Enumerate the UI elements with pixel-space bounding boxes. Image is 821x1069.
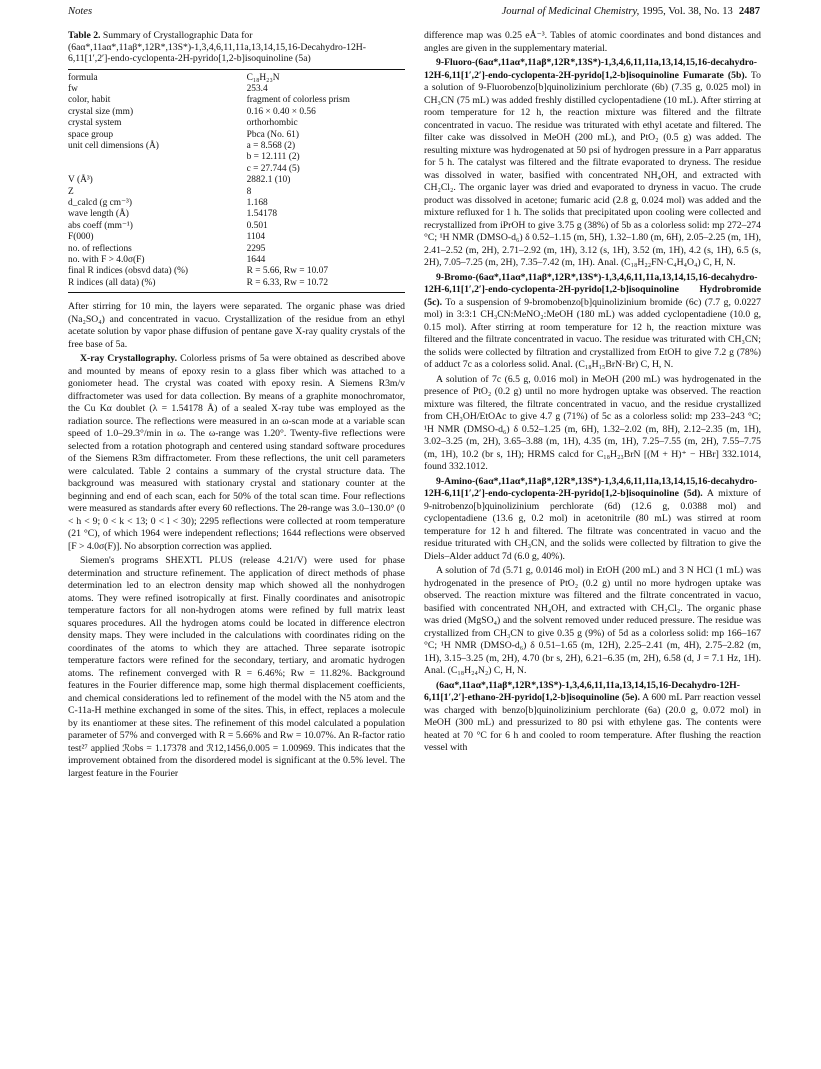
table-key: formula: [68, 72, 98, 83]
table-key: space group: [68, 129, 114, 140]
paragraph-text: To a solution of 9-Fluorobenzo[b]quinolizinium perchlorate (6b) (7.35 g, 0.025 mol) in CH₃CN (75 mL) was added freshly distilled cyclopentadiene (10 mL). After stirring at room temperature for 12 h, the reaction mixture was filtered and the filtrate concentrated in vacuo. The residue was triturated with ethyl acetate and filtered. The filter cake was dissolved in MeOH (200 mL), and PtO₂ (0.5 g) was added. The resulting mixture was hydrogenated at 50 psi of hydrogen pressure in a Parr apparatus for 5 h. The catalyst was filtered and the filtrate evaporated to dryness. The residue was dissolved in water, basified with concentrated NH₄OH, and extracted with CH₂Cl₂. The organic layer was dried and evaporated to dryness in vacuo. The crude product was dissolved in acetone; fumaric acid (2.8 g, 0.024 mol) was added and the mixture refluxed for 1 h. The solids that precipitated upon cooling were collected and recrystallized from iPrOH to give 3.75 g (38%) of 5b as a colorless solid: mp 272–274 °C; ¹H NMR (DMSO-d₆) δ 0.52–1.15 (m, 5H), 1.32–1.80 (m, 6H), 2.05–2.25 (m, 1H), 2.41–2.52 (m, 2H), 2.71–2.92 (m, 1H), 3.12 (s, 1H), 3.52 (m, 1H), 4.2 (s, 1H), 6.5 (s, 2H), 7.05–7.25 (m, 2H), 7.35–7.42 (m, 1H). Anal. (C₁₈H₂₂FN·C₄H₄O₄) C, H, N.: [424, 69, 761, 268]
table-row: [68, 232, 405, 243]
body-paragraph: [424, 272, 761, 372]
page-header: [68, 6, 760, 22]
table-value: 2295: [246, 243, 266, 254]
table-value: 1.168: [246, 197, 268, 208]
body-paragraph: [424, 57, 761, 270]
table-value: 0.501: [246, 220, 268, 231]
paragraph-text: difference map was 0.25 eÅ⁻³. Tables of atomic coordinates and bond distances and angles are given in the supplementary material.: [424, 30, 761, 54]
table-key: [68, 152, 247, 163]
paragraph-text: Siemen's programs SHEXTL PLUS (release 4.21/V) were used for phase determination and structure refinement. The application of direct methods of phase determination led to an electron density map which showed all the nonhydrogen atoms. They were refined isotropically at first. Finally coordinates and anisotropic temperature factors for all non-hydrogen atoms were refined by full matrix least squares procedures. All the hydrogen atoms could be located in difference electron density maps. They were included in the calculations with coordinates riding on the coordinates of the atoms to which they are attached. Three separate isotropic temperature factors were refined for the secondary, tertiary, and aromatic hydrogen atoms. The refinement converged with R = 6.46%; Rw = 11.82%. Background features in the Fourier difference map, some high thermal displacement coefficients, and chemical considerations led to refinement of the model with the N5 atom and the C-11a-H methine exchanged in some of the sites. This, in effect, replaces a molecule by its enantiomer at these sites. The refinement of this model calculated a population parameter of 57% and converged with R = 5.66% and Rw = 10.07%. An R-factor ratio test²⁷ applied ℛobs = 1.17378 and ℛ12,1456,0.005 = 1.00969. This indicates that the improvement obtained from the disordered model is significant at the 0.5% level. The largest feature in the Fourier: [68, 555, 405, 779]
table-value: c = 27.744 (5): [246, 163, 300, 174]
table-row: [68, 141, 405, 152]
table-value: a = 8.568 (2): [246, 140, 296, 151]
table-key: crystal system: [68, 118, 122, 129]
table-key: F(000): [68, 232, 94, 243]
table-value: 1.54178: [246, 209, 278, 220]
table-row: [68, 255, 405, 266]
table-key: abs coeff (mm⁻¹): [68, 220, 133, 231]
table-value: R = 5.66, Rw = 10.07: [246, 266, 329, 277]
journal-citation: [502, 6, 760, 17]
left-column: [68, 30, 405, 1060]
table-key: R indices (all data) (%): [68, 277, 156, 288]
section-label: Notes: [68, 6, 93, 17]
table-value: 1104: [246, 232, 266, 243]
table-caption: [68, 30, 405, 65]
paragraph-text: After stirring for 10 min, the layers were separated. The organic phase was dried (Na₂SO₄) and concentrated in vacuo. Crystallization of the residue from an ethyl acetate solution by vapor phase diffusion of pentane gave X-ray quality crystals of the free base of 5a.: [68, 301, 405, 350]
table-value: C₁₈H₂₃N: [246, 72, 280, 83]
table-row: [68, 69, 405, 84]
table-key: Z: [68, 186, 74, 197]
table-key: fw: [68, 83, 78, 94]
table-value: 1644: [246, 255, 266, 265]
body-paragraph: [68, 555, 405, 780]
table-key: V (Å³): [68, 175, 93, 186]
table-key: no. of reflections: [68, 243, 132, 254]
table-row: [68, 278, 405, 293]
journal-volume: 1995, Vol. 38, No. 13: [641, 6, 733, 17]
table-value: R = 6.33, Rw = 10.72: [246, 277, 329, 288]
table-row: [68, 84, 405, 95]
body-paragraph: [424, 30, 761, 55]
table-key: color, habit: [68, 95, 111, 106]
body-paragraph: [424, 374, 761, 474]
paragraph-text: A mixture of 9-nitrobenzo[b]quinolizinium perchlorate (6d) (12.6 g, 0.0388 mol) and cyclopentadiene (13.6 g, 0.2 mol) in acetonitrile (80 mL) was stirred at room temperature for 12 h and filtered. The filtrate was concentrated in vacuo and the residue triturated with CH₃CN, and the solids were collected by filtration to give the Diels–Alder adduct 7d (6.0 g, 40%).: [424, 488, 761, 562]
compound-heading: 9-Bromo-(6aα*,11aα*,11aβ*,12R*,13S*)-1,3,4,6,11,11a,13,14,15,16-decahydro-12H-6,11[1′,2′]-endo-cyclopenta-2H-pyrido[1,2-b]isoquinoline Hydrobromide (5c).: [424, 271, 761, 308]
table-value: b = 12.111 (2): [246, 152, 300, 163]
table-value: orthorhombic: [246, 118, 298, 129]
paragraph-text: To a suspension of 9-bromobenzo[b]quinolizinium bromide (6c) (7.7 g, 0.0227 mol) in 3:3:1 CH₃CN:MeNO₂:MeOH (180 mL) was added cyclopentadiene (10.0 g, 0.15 mol). After stirring at room temperature for 12 h, the reaction mixture was filtered and the filtrate concentrated in vacuo. The residue was triturated with CH₃CN; the solids were collected by filtration and crystallized from EtOH to give 7.2 g (78%) of adduct 7c as a colorless solid. Anal. (C₁₈H₁₅BrN·Br) C, H, N.: [424, 296, 761, 370]
table-key: unit cell dimensions (Å): [68, 140, 159, 151]
table-row: [68, 221, 405, 232]
table-value: 8: [246, 186, 252, 197]
body-paragraph: [68, 301, 405, 351]
table-key: wave length (Å): [68, 209, 129, 220]
body-paragraph: [424, 565, 761, 678]
table-row: [68, 95, 405, 106]
table-value: 2882.1 (10): [246, 175, 291, 186]
table-row: [68, 107, 405, 118]
table-row: [68, 130, 405, 141]
left-paragraphs: [68, 301, 405, 780]
right-column: [424, 30, 761, 1060]
body-paragraph: [424, 476, 761, 564]
table-caption-text: Summary of Crystallographic Data for (6aα*,11aα*,11aβ*,12R*,13S*)-1,3,4,6,11,11a,13,14,15,16-Decahydro-12H-6,11[1′,2′]-endo-cyclopenta-2H-pyrido[1,2-b]isoquinoline (5a): [68, 30, 367, 64]
table-key: no. with F > 4.0σ(F): [68, 255, 145, 265]
table-row: [68, 164, 405, 175]
table-row: [68, 209, 405, 220]
table-key: final R indices (obsvd data) (%): [68, 266, 189, 277]
table-row: [68, 152, 405, 163]
crystallographic-data-table: [68, 69, 405, 294]
table-row: [68, 266, 405, 277]
body-paragraph: [424, 680, 761, 755]
journal-name: Journal of Medicinal Chemistry,: [501, 6, 640, 17]
body-paragraph: [68, 353, 405, 553]
table-row: [68, 244, 405, 255]
paragraph-text: Colorless prisms of 5a were obtained as described above and mounted by means of epoxy resin to a glass fiber which was attached to a goniometer head. The crystal was coated with epoxy resin. A Siemens R3m/v diffractometer was used for data collection. By means of a graphite monochromator, the Cu Kα doublet (λ = 1.54178 Å) of a sealed X-ray tube was employed as the radiation source. The reflections were measured in an ω-scan mode at a variable scan speed of 1.0–29.3°/min in ω. The ω-range was 1.20°. Twenty-five reflections were selected from a rotation photograph and centered using standard software procedures of the Siemens R3m diffractometer. From these reflections, the unit cell parameters were calculated. Table 2 contains a summary of the crystal structure data. The background was measured with stationary crystal and stationary counter at the beginning and end of each scan, each for 50% of the total scan time. Four reflections were measured as standards after every 60 reflections. The 2θ-range was 3.0–130.0° (0 < h < 9; 0 < k < 13; 0 < l < 30); 2295 reflections were collected at room temperature (21 °C), of which 1964 were independent reflections; 1644 reflections were observed [F > 4.0σ(F)]. No absorption correction was applied.: [68, 353, 405, 552]
table-value: Pbca (No. 61): [246, 129, 299, 140]
table-row: [68, 198, 405, 209]
table-value: fragment of colorless prism: [246, 95, 350, 106]
compound-heading: 9-Fluoro-(6aα*,11aα*,11aβ*,12R*,13S*)-1,3,4,6,11,11a,13,14,15,16-decahydro-12H-6,11[1′,2′]-endo-cyclopenta-2H-pyrido[1,2-b]isoquinoline Fumarate (5b).: [424, 57, 757, 81]
table-row: [68, 187, 405, 198]
table-value: 0.16 × 0.40 × 0.56: [246, 106, 316, 117]
table-key: d_calcd (g cm⁻³): [68, 197, 132, 208]
paragraph-text: A solution of 7d (5.71 g, 0.0146 mol) in EtOH (200 mL) and 3 N HCl (1 mL) was hydrogenated in the presence of PtO₂ (0.2 g) until no more hydrogen uptake was observed. The reaction mixture was filtered and the filtrate concentrated in vacuo, basified with concentrated NH₄OH, and extracted with CH₂Cl₂. The organic phase was dried (MgSO₄) and the solvent removed under reduced pressure. The residue was crystallized from CH₃CN to give 0.35 g (9%) of 5d as a colorless solid: mp 166–167 °C; ¹H NMR (DMSO-d₆) δ 0.51–1.65 (m, 12H), 2.25–2.41 (m, 4H), 2.75–2.82 (m, 1H), 3.15–3.25 (m, 2H), 4.70 (br s, 2H), 6.21–6.35 (m, 2H), 6.58 (d, J = 7.1 Hz, 1H). Anal. (C₁₈H₂₄N₂) C, H, N.: [424, 565, 761, 676]
table-row: [68, 175, 405, 186]
compound-heading: 9-Amino-(6aα*,11aα*,11aβ*,12R*,13S*)-1,3,4,6,11,11a,13,14,15,16-decahydro-12H-6,11[1′,2′]-endo-cyclopenta-2H-pyrido[1,2-b]isoquinoline (5d).: [424, 475, 758, 499]
paragraph-text: A 600 mL Parr reaction vessel was charged with benzo[b]quinolizinium perchlorate (6a) (20.0 g, 0.072 mol) in MeOH (300 mL) and pressurized to 80 psi with ethylene gas. The contents were heated at 70 °C for 6 h and cooled to room temperature. After flushing the reaction vessel with: [424, 692, 761, 753]
section-heading: X-ray Crystallography.: [80, 353, 178, 365]
right-paragraphs: [424, 30, 761, 755]
table-label: Table 2.: [68, 30, 101, 41]
compound-heading: (6aα*,11aα*,11aβ*,12R*,13S*)-1,3,4,6,11,11a,13,14,15,16-Decahydro-12H-6,11[1′,2′]-ethano-2H-pyrido[1,2-b]isoquinoline (5e).: [424, 679, 740, 703]
table-value: 253.4: [246, 83, 268, 94]
page-number: 2487: [738, 6, 760, 17]
table-key: crystal size (mm): [68, 106, 134, 117]
table-row: [68, 118, 405, 129]
table-key: [68, 164, 247, 175]
paragraph-text: A solution of 7c (6.5 g, 0.016 mol) in MeOH (200 mL) was hydrogenated in the presence of PtO₂ (0.2 g) until no more hydrogen uptake was observed. The reaction mixture was filtered, the filtrate concentrated in vacuo, and the residue crystallized from CH₃OH/EtOAc to give 4.7 g (71%) of 5c as a colorless solid: mp 233–243 °C; ¹H NMR (DMSO-d₆) δ 0.52–1.25 (m, 6H), 1.32–2.02 (m, 8H), 2.12–2.35 (m, 1H), 3.02–3.25 (m, 2H), 3.65–3.88 (m, 1H), 4.35 (m, 1H), 7.25–7.55 (m, 2H), 7.55–7.75 (m, 1H), 10.2 (br s, 1H); HRMS calcd for C₁₈H₂₃BrN [(M + H)⁺ − HBr] 332.1014, found 332.1012.: [424, 373, 761, 472]
